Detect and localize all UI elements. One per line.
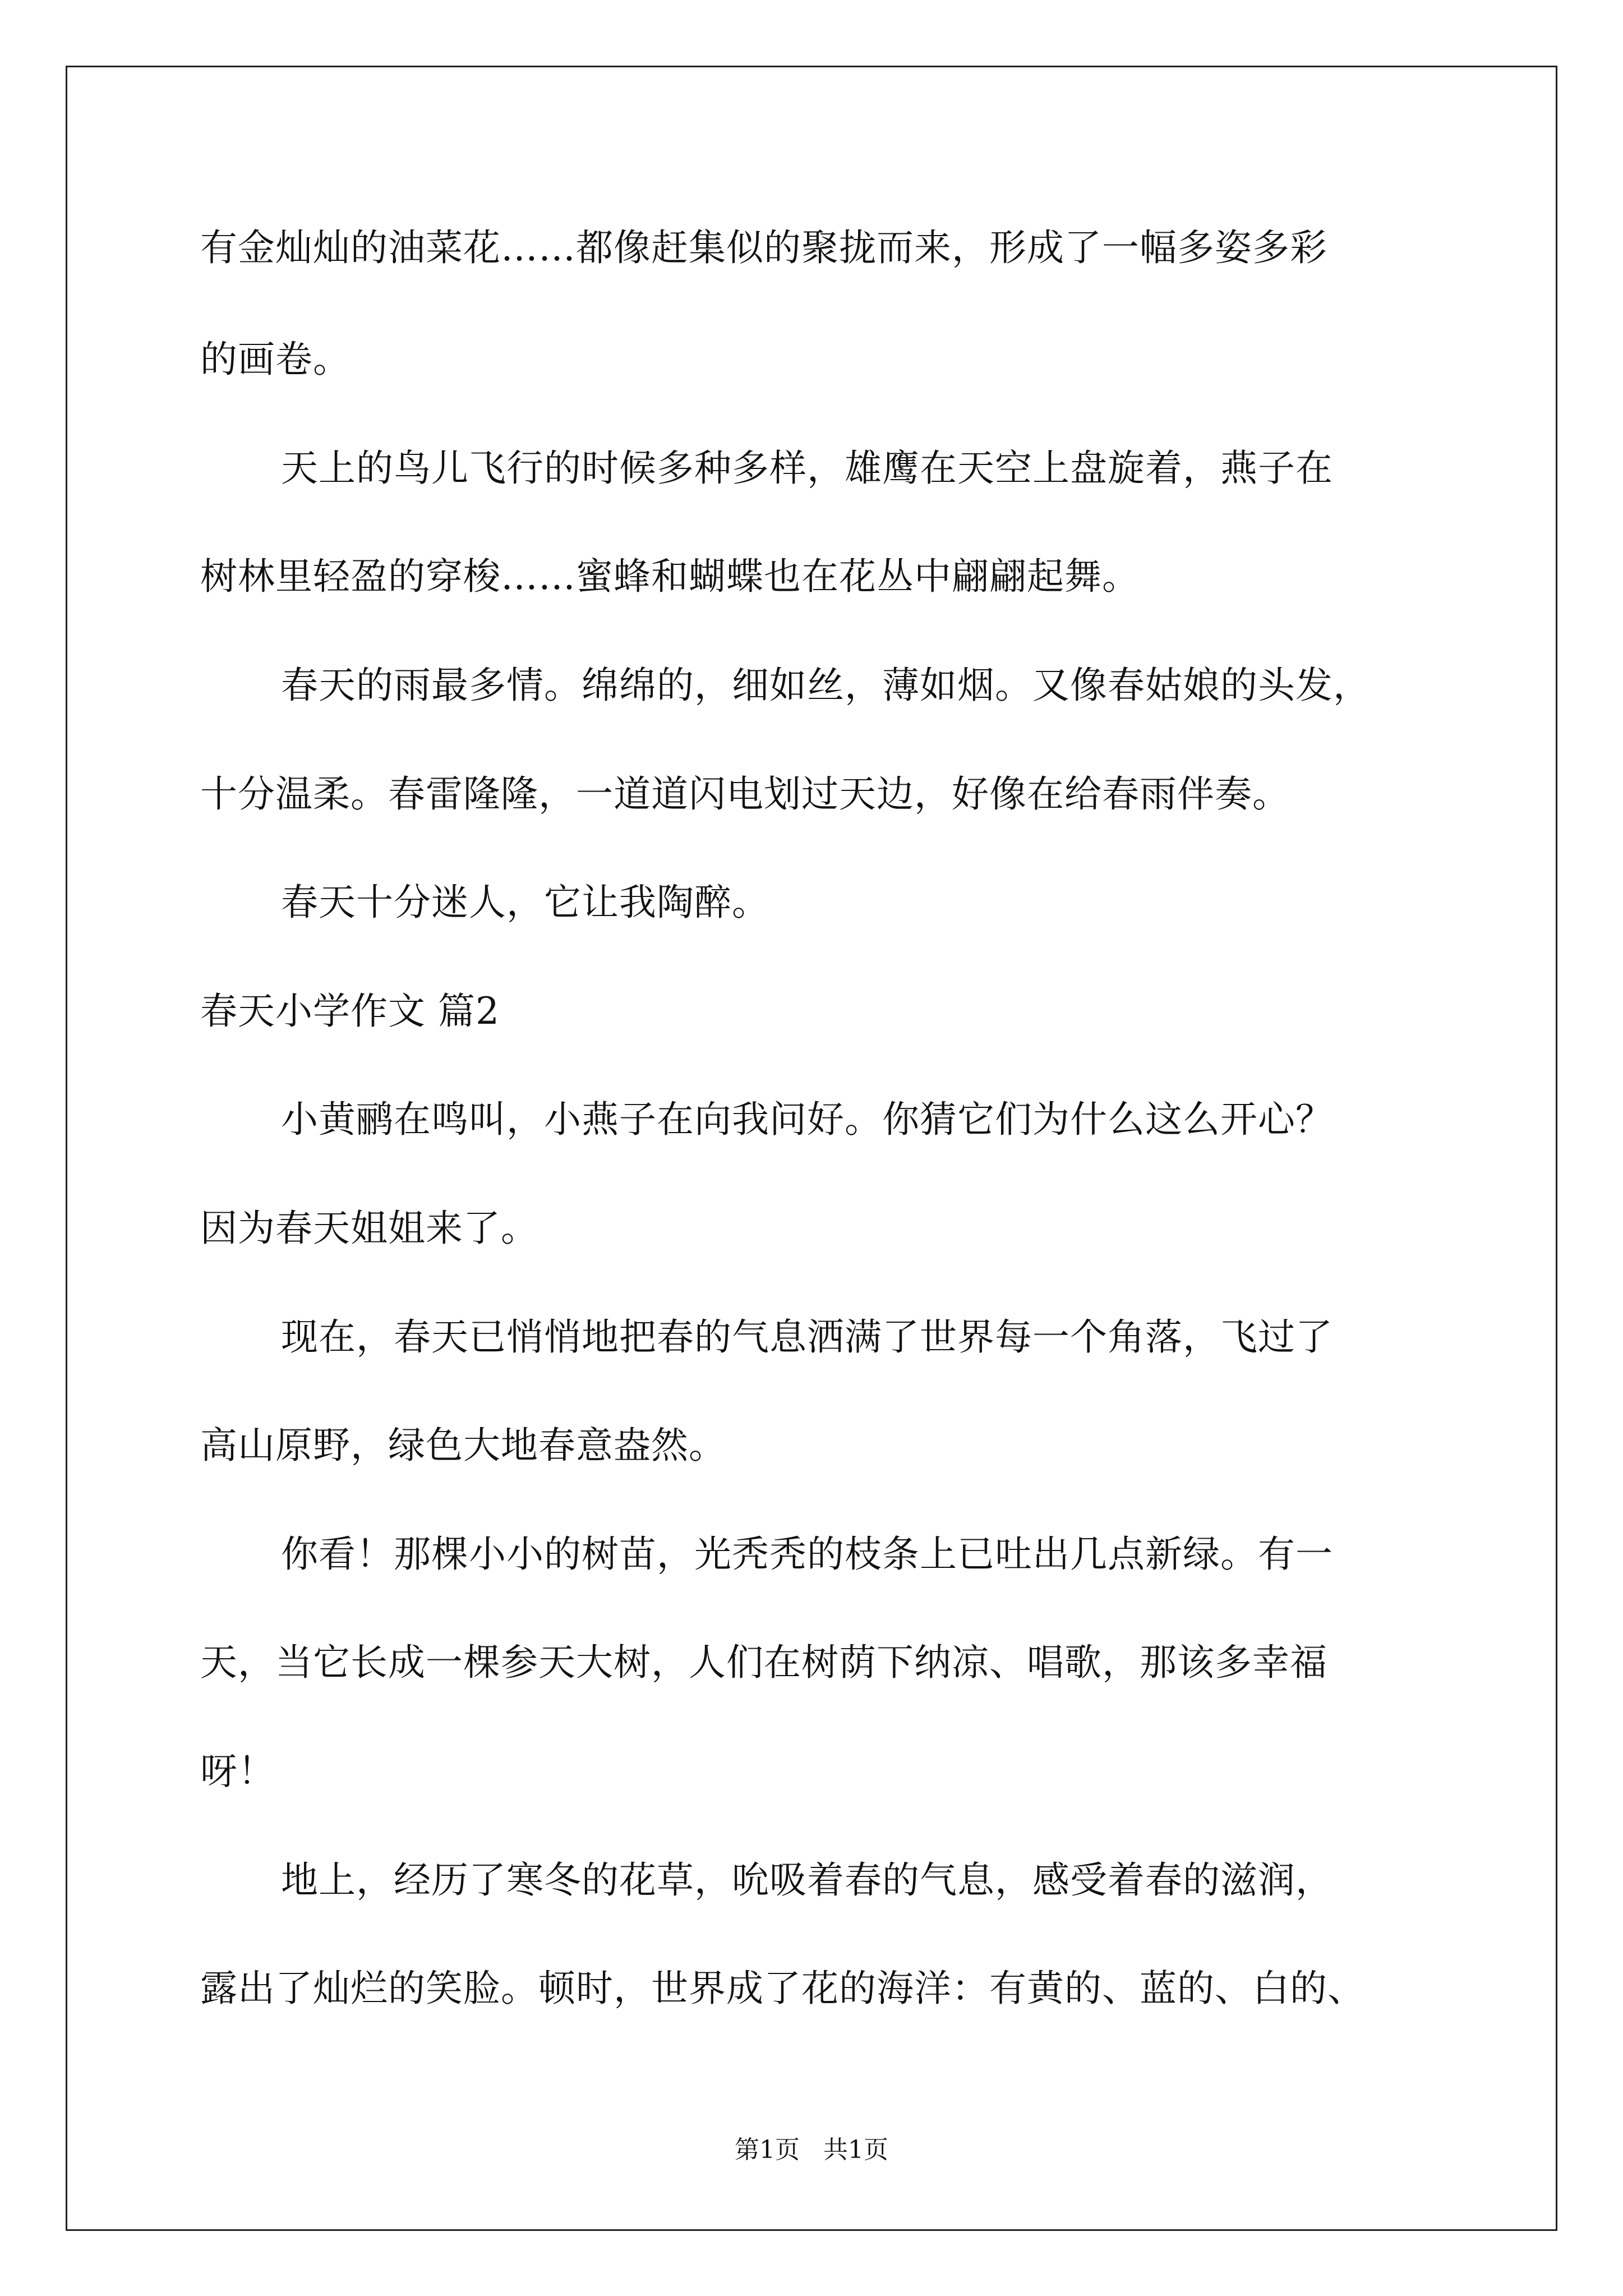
text-line-11: 现在，春天已悄悄地把春的气息洒满了世界每一个角落，飞过了 bbox=[281, 1315, 1333, 1359]
text-line-6: 十分温柔。春雷隆隆，一道道闪电划过天边，好像在给春雨伴奏。 bbox=[200, 772, 1290, 816]
page-border bbox=[66, 66, 1557, 2231]
section-heading: 春天小学作文 篇2 bbox=[200, 990, 500, 1033]
text-line-3: 天上的鸟儿飞行的时候多种多样，雄鹰在天空上盘旋着，燕子在 bbox=[281, 447, 1333, 490]
text-line-15: 呀！ bbox=[200, 1750, 275, 1793]
text-line-10: 因为春天姐姐来了。 bbox=[200, 1207, 538, 1250]
page-footer: 第1页 共1页 bbox=[735, 2136, 888, 2164]
text-line-7: 春天十分迷人，它让我陶醉。 bbox=[281, 881, 769, 924]
text-line-13: 你看！那棵小小的树苗，光秃秃的枝条上已吐出几点新绿。有一 bbox=[281, 1533, 1333, 1576]
text-line-1: 有金灿灿的油菜花……都像赶集似的聚拢而来，形成了一幅多姿多彩 bbox=[200, 226, 1327, 269]
text-line-12: 高山原野，绿色大地春意盎然。 bbox=[200, 1424, 726, 1467]
text-line-17: 露出了灿烂的笑脸。顿时，世界成了花的海洋：有黄的、蓝的、白的、 bbox=[200, 1967, 1365, 2010]
text-line-16: 地上，经历了寒冬的花草，吮吸着春的气息，感受着春的滋润， bbox=[281, 1858, 1333, 1902]
text-line-9: 小黄鹂在鸣叫，小燕子在向我问好。你猜它们为什么这么开心？ bbox=[281, 1098, 1333, 1141]
text-line-5: 春天的雨最多情。绵绵的，细如丝，薄如烟。又像春姑娘的头发， bbox=[281, 664, 1371, 707]
text-line-14: 天，当它长成一棵参天大树，人们在树荫下纳凉、唱歌，那该多幸福 bbox=[200, 1641, 1327, 1684]
text-line-4: 树林里轻盈的穿梭……蜜蜂和蝴蝶也在花丛中翩翩起舞。 bbox=[200, 555, 1140, 598]
text-line-2: 的画卷。 bbox=[200, 338, 351, 381]
